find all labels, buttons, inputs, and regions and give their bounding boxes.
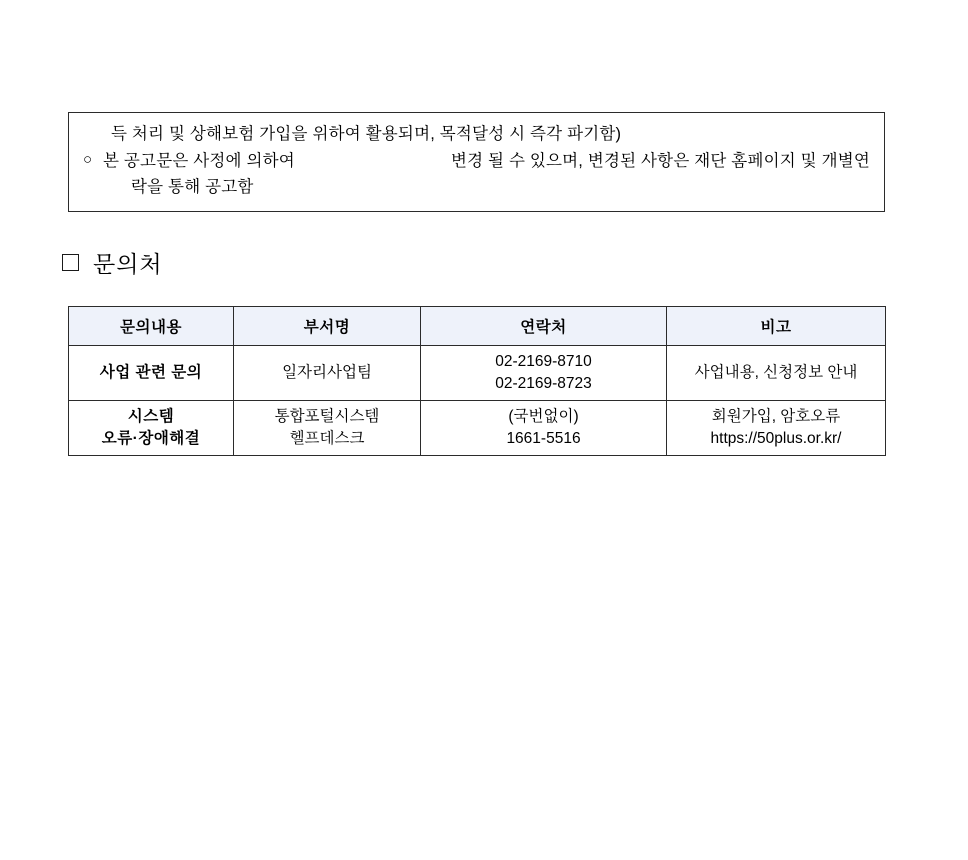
cell-inquiry-line: 시스템 xyxy=(127,407,175,425)
cell-inquiry: 사업 관련 문의 xyxy=(69,346,234,401)
bullet-icon: ○ xyxy=(83,150,93,168)
cell-department-line: 헬프데스크 xyxy=(289,430,365,447)
table-row xyxy=(69,346,886,401)
table-header-remarks: 비고 xyxy=(667,307,886,346)
notice-line-2-a: 본 공고문은 사정에 의하여 xyxy=(103,151,295,170)
table-header-department: 부서명 xyxy=(234,307,421,346)
cell-department xyxy=(234,401,421,456)
square-outline-icon xyxy=(62,254,79,271)
cell-remarks xyxy=(667,346,886,401)
notice-line-2 xyxy=(83,148,870,175)
section-title: 문의처 xyxy=(93,251,163,277)
cell-remarks-line: 회원가입, 암호오류 xyxy=(711,407,841,425)
table-header-inquiry: 문의내용 xyxy=(69,307,234,346)
cell-contact-line: (국번없이) xyxy=(508,407,579,425)
cell-contact-line: 02-2169-8710 xyxy=(495,352,592,370)
notice-line-2-body xyxy=(103,148,870,175)
cell-department xyxy=(234,346,421,401)
notice-line-1: 득 처리 및 상해보험 가입을 위하여 활용되며, 목적달성 시 즉각 파기함) xyxy=(111,125,622,143)
notice-box xyxy=(68,112,885,212)
cell-contact-line: 1661-5516 xyxy=(506,430,581,447)
cell-remarks-line: 사업내용, 신청정보 안내 xyxy=(694,363,858,381)
notice-line-2-b: 변경 될 수 있으며, 변경된 사항은 재단 홈페이지 및 개별연 xyxy=(450,151,870,170)
cell-department-line: 통합포털시스템 xyxy=(274,407,380,425)
cell-department-line: 일자리사업팀 xyxy=(282,363,372,381)
cell-contact xyxy=(421,401,667,456)
cell-contact-line: 02-2169-8723 xyxy=(495,375,592,392)
table-header-row xyxy=(69,307,886,346)
table-header-contact: 연락처 xyxy=(421,307,667,346)
table-row xyxy=(69,401,886,456)
section-heading xyxy=(62,246,163,279)
contact-table xyxy=(68,306,886,456)
cell-remarks-link[interactable]: https://50plus.or.kr/ xyxy=(710,430,842,447)
cell-inquiry xyxy=(69,401,234,456)
notice-line-3: 락을 통해 공고함 xyxy=(131,178,254,197)
cell-contact xyxy=(421,346,667,401)
cell-inquiry-line: 오류·장애해결 xyxy=(101,430,201,447)
cell-remarks xyxy=(667,401,886,456)
